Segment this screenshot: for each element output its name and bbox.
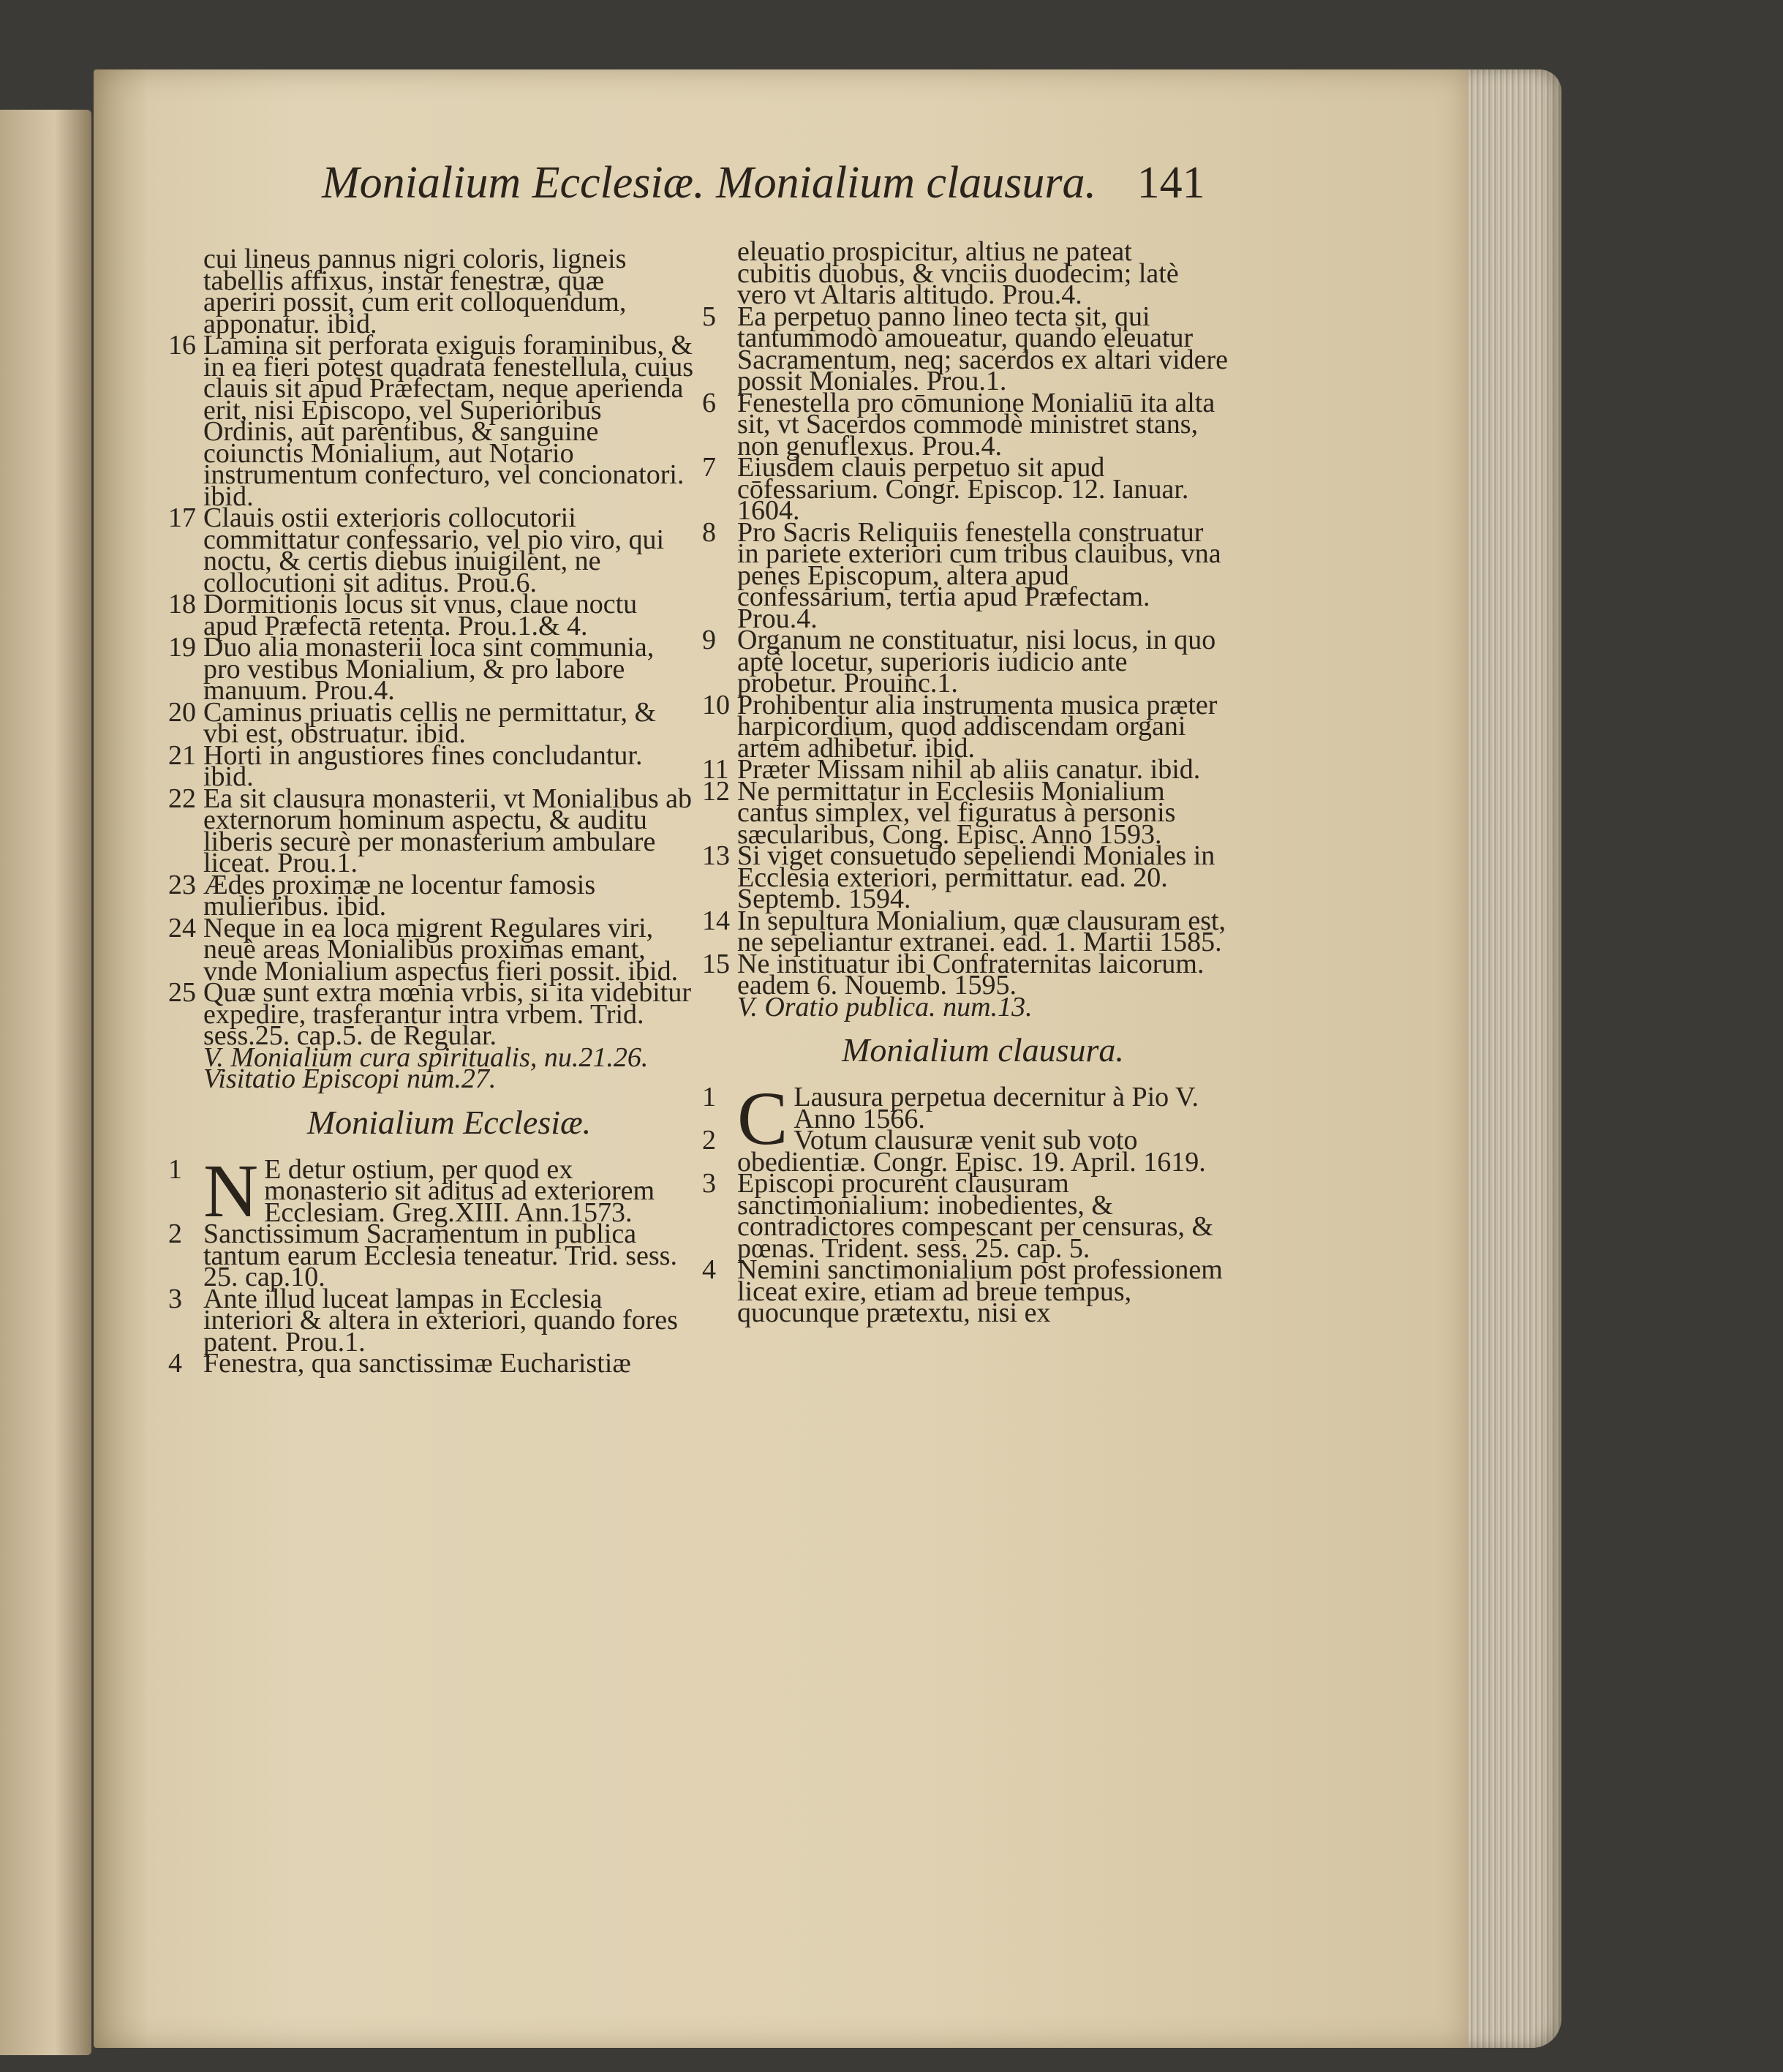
left-page-edge xyxy=(0,110,91,2055)
item-text: In sepultura Monialium, quæ clausuram est, ne sepeliantur extranei. ead. 1. Martii 1585. xyxy=(737,905,1226,957)
item-text-body: Lausura perpetua decernitur à Pio V. Anno 1566. xyxy=(794,1082,1199,1134)
item-number: 16 xyxy=(168,330,196,361)
item-number: 22 xyxy=(168,783,196,814)
list-item xyxy=(702,452,1229,526)
list-item xyxy=(168,330,695,512)
drop-cap: N xyxy=(203,1148,259,1233)
item-text: Pro Sacris Reliquiis fenestella construatur in pariete exteriori cum tribus clauibus, vna penes Episcopum, altera apud confessarium, tertia apud Præfectam. Prou.4. xyxy=(737,516,1221,634)
item-number: 11 xyxy=(702,754,729,785)
list-item xyxy=(702,905,1229,957)
list-item xyxy=(168,977,695,1051)
item-number: 2 xyxy=(168,1218,182,1249)
item-number: 12 xyxy=(702,775,730,807)
item-text: Clauis ostii exterioris collocutorii committatur confessario, vel pio viro, qui noctu, & certis diebus inuigilent, ne collocutioni sit aditus. Prou.6. xyxy=(203,502,665,598)
list-item xyxy=(168,632,695,706)
list-item xyxy=(702,1168,1229,1264)
item-number: 9 xyxy=(702,625,716,655)
item-text-body: E detur ostium, per quod ex monasterio sit aditus ad exteriorem Ecclesiam. Greg.XIII. Ann.1573. xyxy=(264,1153,655,1228)
item-number: 25 xyxy=(168,977,196,1008)
item-number: 5 xyxy=(702,301,716,332)
item-number: 17 xyxy=(168,502,196,533)
list-item xyxy=(168,739,695,792)
list-item xyxy=(702,1254,1229,1328)
item-text: Si viget consuetudo sepeliendi Moniales in Ecclesia exteriori, permittatur. ead. 20. Septemb. 1594. xyxy=(737,840,1215,914)
item-number: 4 xyxy=(168,1348,182,1379)
item-number: 1 xyxy=(168,1153,182,1185)
item-number: 10 xyxy=(702,689,730,720)
item-number: 20 xyxy=(168,696,196,728)
item-number: 4 xyxy=(702,1254,716,1285)
item-text: Votum clausuræ venit sub voto obedientiæ. Congr. Episc. 19. April. 1619. xyxy=(737,1125,1206,1178)
item-number: 3 xyxy=(168,1283,182,1314)
right-column xyxy=(702,236,1229,1328)
item-number: 13 xyxy=(702,840,730,871)
list-item xyxy=(168,696,695,749)
item-number: 15 xyxy=(702,948,730,979)
list-item xyxy=(168,783,695,878)
item-text: Ædes proximæ ne locentur famosis mulieribus. ibid. xyxy=(203,869,596,922)
item-text: Duo alia monasterii loca sint communia, pro vestibus Monialium, & pro labore manuum. Prou.4. xyxy=(203,632,655,706)
item-text: Neque in ea loca migrent Regulares viri, neuè areas Monialibus proximas emant, vnde Monialium aspectus fieri possit. ibid. xyxy=(203,912,679,987)
list-item xyxy=(702,625,1229,698)
item-text: Lamina sit perforata exiguis foraminibus, & in ea fieri potest quadrata fenestellula, cuius clauis sit apud Præfectam, neque aperienda erit, nisi Episcopo, vel Superioribus Ordinis, aut parentibus, & sanguine coiunctis Monialium, aut Notario instrumentum confecturo, vel concionatori. ibid. xyxy=(203,330,694,512)
intro-line: apponatur. ibid. xyxy=(203,308,377,339)
item-text: Fenestra, qua sanctissimæ Eucharistiæ xyxy=(203,1348,631,1379)
list-item xyxy=(168,912,695,987)
item-text: Episcopi procurent clausuram sanctimonialium: inobedientes, & contradictores compescant per censuras, & pœnas. Trident. sess. 25. cap. 5. xyxy=(737,1168,1214,1264)
list-item xyxy=(702,387,1229,462)
left-column xyxy=(168,244,695,1379)
list-item xyxy=(168,502,695,598)
header-title: Monialium Ecclesiæ. Monialium clausura. xyxy=(322,158,1097,208)
item-number: 14 xyxy=(702,905,730,936)
list-item xyxy=(702,1125,1229,1178)
list-item xyxy=(168,1218,695,1292)
section-title: Monialium Ecclesiæ. xyxy=(306,1103,592,1141)
item-number: 2 xyxy=(702,1125,716,1156)
list-item xyxy=(168,1283,695,1357)
list-item xyxy=(702,840,1229,914)
item-number: 21 xyxy=(168,739,196,771)
list-item xyxy=(168,1348,695,1379)
intro-line: aperiri possit, cum erit colloquendum, xyxy=(203,287,627,317)
item-text: Organum ne constituatur, nisi locus, in quo aptè locetur, superioris iudicio ante probetur. Prouinc.1. xyxy=(737,625,1216,698)
item-number: 1 xyxy=(702,1082,716,1112)
list-item xyxy=(702,516,1229,634)
item-text: Fenestella pro cōmunione Monialiū ita alta sit, vt Sacerdos commodè ministret stans, non genuflexus. Prou.4. xyxy=(737,387,1215,462)
cross-reference: V. Oratio publica. num.13. xyxy=(737,991,1033,1022)
item-number: 18 xyxy=(168,589,196,619)
item-number: 23 xyxy=(168,869,196,900)
item-text: Prohibentur alia instrumenta musica præter harpicordium, quod addiscendam organi artem adhibetur. ibid. xyxy=(737,689,1218,764)
item-number: 24 xyxy=(168,912,196,943)
item-text: Ea perpetuo panno lineo tecta sit, qui tantummodò amoueatur, quando eleuatur Sacramentum, neq; sacerdos ex altari videre possit Moniales. Prou.1. xyxy=(737,301,1229,396)
item-text: Præter Missam nihil ab aliis canatur. ibid. xyxy=(737,754,1201,785)
list-item xyxy=(702,689,1229,764)
item-text: Ne permittatur in Ecclesiis Monialium cantus simplex, vel figuratus à personis sæcularibus, Cong. Episc. Anno 1593. xyxy=(737,775,1176,850)
list-item xyxy=(702,948,1229,1001)
item-number: 6 xyxy=(702,387,716,418)
section-title: Monialium clausura. xyxy=(842,1031,1124,1069)
item-text xyxy=(203,1148,695,1233)
item-text: Nemini sanctimonialium post professionem liceat exire, etiam ad breue tempus, quocunque prætextu, nisi ex xyxy=(737,1254,1223,1328)
item-number: 3 xyxy=(702,1168,716,1199)
intro-line: tabellis affixus, instar fenestræ, quæ xyxy=(203,265,605,296)
item-text: Sanctissimum Sacramentum in publica tantum earum Ecclesia teneatur. Trid. sess. 25. cap.10. xyxy=(203,1218,677,1292)
page-number: 141 xyxy=(1136,158,1205,208)
item-text: Horti in angustiores fines concludantur. ibid. xyxy=(203,739,643,792)
list-item xyxy=(168,1148,695,1233)
item-text: Ne instituatur ibi Confraternitas laicorum. eadem 6. Nouemb. 1595. xyxy=(737,948,1205,1001)
item-text: Quæ sunt extra mœnia vrbis, si ita videbitur expedire, trasferantur intra vrbem. Trid. sess.25. cap.5. de Regular. xyxy=(203,977,692,1051)
item-text: Dormitionis locus sit vnus, claue noctu apud Præfectā retenta. Prou.1.& 4. xyxy=(203,589,638,641)
list-item xyxy=(168,869,695,922)
intro-line: eleuatio prospicitur, altius ne pateat xyxy=(737,236,1132,267)
list-item xyxy=(702,301,1229,396)
cross-reference: Visitatio Episcopi num.27. xyxy=(203,1063,497,1094)
list-item xyxy=(702,775,1229,850)
item-number: 7 xyxy=(702,452,716,483)
cross-reference: V. Monialium cura spiritualis, nu.21.26. xyxy=(203,1041,649,1073)
list-item xyxy=(168,589,695,641)
intro-line: cubitis duobus, & vnciis duodecim; latè vero vt Altaris altitudo. Prou.4. xyxy=(737,257,1179,310)
drop-cap: C xyxy=(737,1077,788,1161)
intro-line: cui lineus pannus nigri coloris, ligneis xyxy=(203,244,627,274)
item-text: Caminus priuatis cellis ne permittatur, & vbi est, obstruatur. ibid. xyxy=(203,696,657,749)
item-text: Ea sit clausura monasterii, vt Monialibus ab externorum hominum aspectu, & auditu liberis securè per monasterium ambulare liceat. Prou.1. xyxy=(203,783,693,878)
item-text: Eiusdem clauis perpetuo sit apud cōfessarium. Congr. Episcop. 12. Ianuar. 1604. xyxy=(737,452,1189,526)
item-number: 8 xyxy=(702,516,716,548)
item-text: Ante illud luceat lampas in Ecclesia interiori & altera in exteriori, quando fores patent. Prou.1. xyxy=(203,1283,678,1357)
running-header xyxy=(322,154,1205,212)
item-number: 19 xyxy=(168,632,196,663)
